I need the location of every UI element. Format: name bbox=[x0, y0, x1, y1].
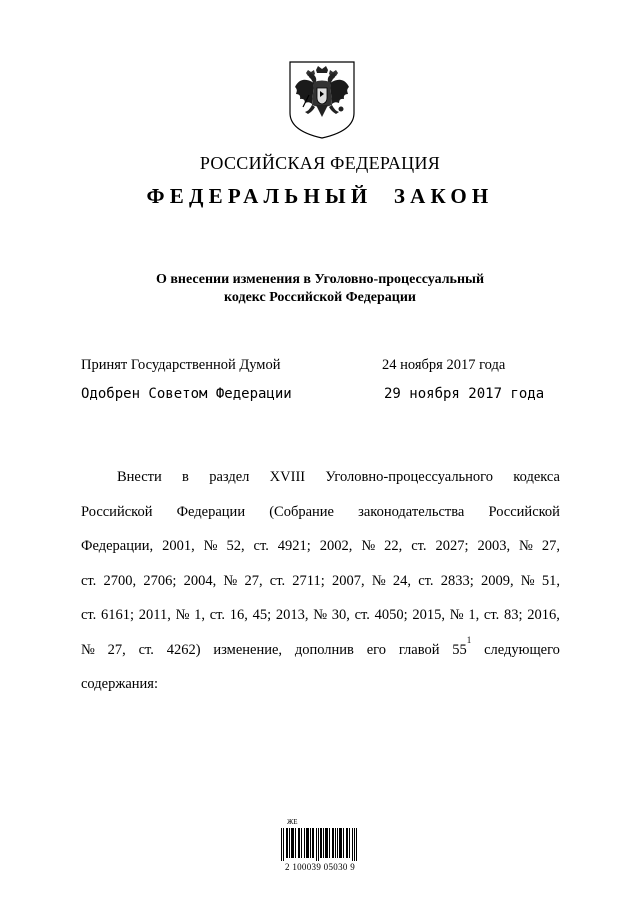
body-word: № bbox=[519, 538, 533, 554]
body-word: в bbox=[182, 469, 189, 485]
law-title-line-2: кодекс Российской Федерации bbox=[224, 290, 416, 305]
body-word: 2013, bbox=[275, 607, 309, 623]
body-word: Федерации, bbox=[81, 538, 154, 554]
body-word: 2833; bbox=[440, 572, 474, 589]
body-line: содержания: bbox=[81, 676, 159, 692]
law-title-line-1: О внесении изменения в Уголовно-процессуальный bbox=[155, 272, 485, 287]
adopted-date: 24 ноября 2017 года bbox=[382, 357, 506, 373]
body-word: № bbox=[223, 572, 238, 589]
document-barcode bbox=[281, 819, 357, 871]
body-word: ст. bbox=[81, 572, 97, 589]
body-line bbox=[81, 460, 560, 495]
body-word: 51, bbox=[541, 572, 560, 589]
barcode-number: 2 100039 05030 9 bbox=[284, 862, 356, 872]
law-title bbox=[0, 271, 640, 307]
body-word: (Собрание bbox=[269, 503, 334, 520]
body-word: 27, bbox=[244, 572, 263, 589]
body-word: ст. bbox=[483, 607, 500, 623]
body-line-tail: следующего bbox=[484, 641, 560, 658]
body-line bbox=[81, 598, 560, 633]
body-word: 2004, bbox=[183, 572, 217, 589]
body-word: 4050; bbox=[374, 607, 408, 623]
body-word: 4262) bbox=[166, 641, 201, 658]
body-word: 2706; bbox=[143, 572, 177, 589]
body-word: ст. bbox=[138, 641, 154, 658]
law-type-heading: ФЕДЕРАЛЬНЫЙ ЗАКОН bbox=[146, 184, 494, 208]
body-word: 2700, bbox=[103, 572, 137, 589]
body-word: 2002, bbox=[319, 538, 353, 554]
body-word: кодекса bbox=[513, 469, 560, 485]
body-word: № bbox=[313, 607, 328, 623]
body-word: Российской bbox=[81, 503, 153, 520]
body-word: дополнив bbox=[294, 641, 354, 658]
body-word: ст. bbox=[418, 572, 434, 589]
body-word: раздел bbox=[209, 469, 250, 485]
body-word: 30, bbox=[331, 607, 350, 623]
body-word: Федерации bbox=[176, 503, 246, 520]
body-word: № bbox=[361, 538, 376, 554]
body-word: № bbox=[175, 607, 190, 623]
russian-emblem-icon bbox=[289, 61, 355, 139]
body-word: 45; bbox=[252, 607, 272, 623]
body-word: 27, bbox=[107, 641, 126, 658]
body-word: ст. bbox=[209, 607, 226, 623]
body-word: 2003, bbox=[477, 538, 511, 554]
body-word: 22, bbox=[384, 538, 403, 554]
body-word: ст. bbox=[253, 538, 269, 554]
body-word: 2016, bbox=[527, 607, 560, 623]
body-word: главой bbox=[398, 641, 440, 658]
body-word: $55^1$ bbox=[452, 634, 472, 658]
approved-by-council-label: Одобрен Советом Федерации bbox=[81, 386, 292, 402]
body-word: ст. bbox=[269, 572, 286, 589]
body-word: ст. bbox=[81, 607, 97, 623]
body-word: Внести bbox=[117, 469, 162, 485]
barcode-mark: ЖЕ bbox=[287, 818, 298, 826]
body-line bbox=[81, 495, 560, 530]
body-word: 1, bbox=[194, 607, 206, 623]
body-word: Уголовно-процессуального bbox=[325, 469, 494, 485]
body-word: № bbox=[203, 538, 218, 554]
body-word: № bbox=[81, 641, 95, 658]
body-word: Российской bbox=[488, 503, 560, 520]
body-word: 24, bbox=[392, 572, 411, 589]
body-word: ст. bbox=[354, 607, 370, 623]
body-word: 52, bbox=[226, 538, 245, 554]
body-word: XVIII bbox=[269, 469, 306, 485]
body-word: 2007, bbox=[332, 572, 365, 589]
body-word: изменение, bbox=[213, 641, 283, 658]
body-line bbox=[81, 529, 560, 564]
body-word: законодательства bbox=[358, 503, 465, 520]
body-word: 2011, bbox=[138, 607, 171, 623]
body-word: № bbox=[371, 572, 386, 589]
body-word: 16, bbox=[229, 607, 248, 623]
body-word: его bbox=[366, 641, 387, 658]
body-word: 2009, bbox=[480, 572, 514, 589]
body-line bbox=[81, 564, 560, 599]
body-word: 1, bbox=[468, 607, 480, 623]
emblem-frame bbox=[289, 61, 355, 139]
barcode-bars-icon bbox=[281, 828, 357, 861]
body-word: № bbox=[449, 607, 464, 623]
body-line-with-superscript bbox=[81, 633, 560, 668]
body-word: 2711; bbox=[292, 572, 325, 589]
body-word: ст. bbox=[411, 538, 427, 554]
body-word: 6161; bbox=[101, 607, 135, 623]
law-body-paragraph bbox=[81, 460, 560, 702]
country-name: РОССИЙСКАЯ ФЕДЕРАЦИЯ bbox=[199, 153, 441, 173]
body-word: 27, bbox=[541, 538, 560, 554]
body-word: 83; bbox=[503, 607, 523, 623]
chapter-superscript: 1 bbox=[466, 634, 472, 645]
body-word: 2027; bbox=[435, 538, 469, 554]
adopted-by-duma-label: Принят Государственной Думой bbox=[81, 357, 281, 373]
body-word: № bbox=[520, 572, 535, 589]
body-word: 2001, bbox=[162, 538, 195, 554]
approved-date: 29 ноября 2017 года bbox=[384, 386, 545, 402]
body-word: 2015, bbox=[412, 607, 446, 623]
body-word: 4921; bbox=[277, 538, 311, 554]
